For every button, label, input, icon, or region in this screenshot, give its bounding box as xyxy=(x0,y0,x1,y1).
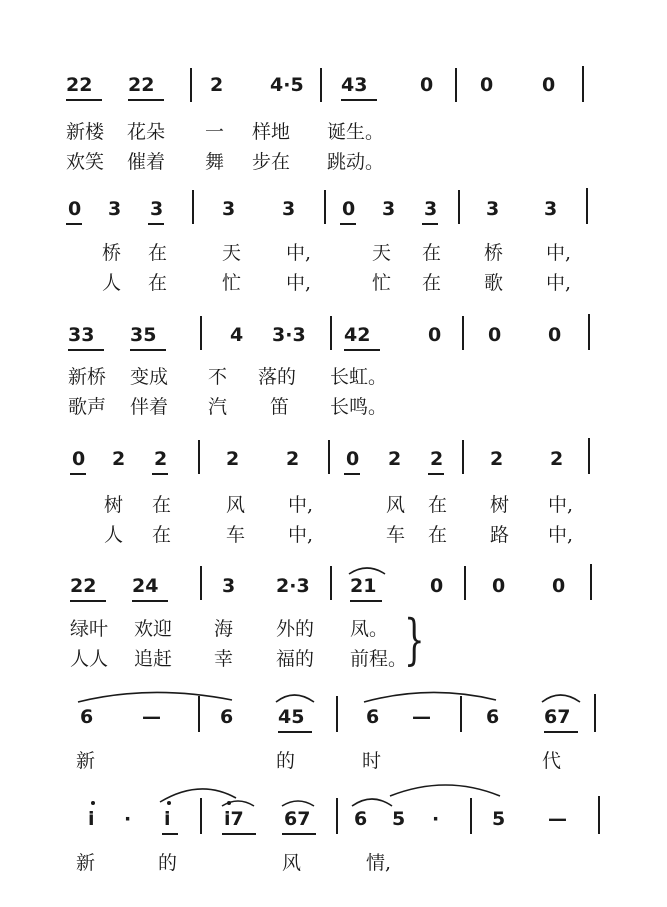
lyric: 在 xyxy=(428,524,448,546)
note: — xyxy=(412,706,431,728)
lyric: 催着 xyxy=(127,151,166,173)
lyric: 笛 xyxy=(270,396,290,418)
note: 2·3 xyxy=(276,575,310,597)
lyric: 中, xyxy=(286,242,312,264)
lyric: 中, xyxy=(546,272,572,294)
note: 22 xyxy=(70,575,97,597)
note: 22 xyxy=(128,74,155,96)
lyric: 树 xyxy=(104,494,124,516)
lyric: 欢笑 xyxy=(66,151,105,173)
lyric: 诞生。 xyxy=(327,121,385,143)
lyric: 在 xyxy=(152,524,172,546)
lyric: 追赶 xyxy=(134,648,173,670)
lyric: 步在 xyxy=(252,151,291,173)
note: 43 xyxy=(341,74,368,96)
slur xyxy=(352,799,392,806)
note: 6 xyxy=(220,706,234,728)
lyric: 风 xyxy=(282,852,302,874)
note: 5 xyxy=(392,808,406,830)
note: 0 xyxy=(342,198,356,220)
lyric: 的 xyxy=(158,852,178,874)
note: 6 xyxy=(354,808,368,830)
note: 0 xyxy=(552,575,566,597)
lyric: 新楼 xyxy=(66,121,105,143)
lyric: 海 xyxy=(214,618,234,640)
lyric: 时 xyxy=(362,750,382,772)
lyric: 前程。 xyxy=(350,648,408,670)
lyric: 在 xyxy=(422,242,442,264)
lyric: 忙 xyxy=(372,272,392,294)
lyric: 欢迎 xyxy=(134,618,173,640)
note: 0 xyxy=(488,324,502,346)
note: 3 xyxy=(486,198,500,220)
lyric: 花朵 xyxy=(127,121,166,143)
note: 2 xyxy=(226,448,240,470)
note: 6 xyxy=(366,706,380,728)
note: 0 xyxy=(548,324,562,346)
lyric: 长鸣。 xyxy=(330,396,388,418)
note: 22 xyxy=(66,74,93,96)
lyric: 中, xyxy=(286,272,312,294)
note: 3 xyxy=(282,198,296,220)
note: i xyxy=(164,808,171,830)
slur xyxy=(364,692,496,702)
lyric: 代 xyxy=(542,750,562,772)
note: 24 xyxy=(132,575,159,597)
lyric: 落的 xyxy=(258,366,297,388)
lyric: 跳动。 xyxy=(327,151,385,173)
slur xyxy=(390,785,500,796)
note: 4·5 xyxy=(270,74,304,96)
note: 67 xyxy=(544,706,571,728)
lyric: 新桥 xyxy=(68,366,107,388)
note: · xyxy=(124,808,132,830)
lyric: 情, xyxy=(366,852,392,874)
note: i7 xyxy=(224,808,244,830)
lyric: 中, xyxy=(288,524,314,546)
lyric: 在 xyxy=(152,494,172,516)
note: 2 xyxy=(430,448,444,470)
note: 6 xyxy=(486,706,500,728)
lyric: 车 xyxy=(226,524,246,546)
note: 3 xyxy=(544,198,558,220)
slur xyxy=(542,695,580,702)
note: 2 xyxy=(112,448,126,470)
note: 3 xyxy=(222,575,236,597)
note: 3 xyxy=(424,198,438,220)
lyric: 变成 xyxy=(130,366,169,388)
note: 3 xyxy=(108,198,122,220)
lyric: 在 xyxy=(422,272,442,294)
note: 0 xyxy=(492,575,506,597)
note: 33 xyxy=(68,324,95,346)
note: 2 xyxy=(210,74,224,96)
note: — xyxy=(142,706,161,728)
note: i xyxy=(88,808,95,830)
lyric: 风 xyxy=(226,494,246,516)
lyric: 中, xyxy=(288,494,314,516)
lyric: 中, xyxy=(548,524,574,546)
note: 4 xyxy=(230,324,244,346)
note: 3 xyxy=(150,198,164,220)
note: 21 xyxy=(350,575,377,597)
lyric: 舞 xyxy=(205,151,225,173)
note: 35 xyxy=(130,324,157,346)
note: 3·3 xyxy=(272,324,306,346)
lyric: 歌 xyxy=(484,272,504,294)
note: 2 xyxy=(490,448,504,470)
note: 45 xyxy=(278,706,305,728)
lyric: 中, xyxy=(546,242,572,264)
note: 0 xyxy=(420,74,434,96)
lyric: 新 xyxy=(76,852,96,874)
note: 67 xyxy=(284,808,311,830)
lyric: 中, xyxy=(548,494,574,516)
lyric: 一 xyxy=(205,121,225,143)
lyric: 新 xyxy=(76,750,96,772)
note: 0 xyxy=(68,198,82,220)
lyric: 人人 xyxy=(70,648,109,670)
lyric: 人 xyxy=(104,524,124,546)
lyric: 的 xyxy=(276,750,296,772)
note: 0 xyxy=(428,324,442,346)
note: 0 xyxy=(346,448,360,470)
note: 5 xyxy=(492,808,506,830)
lyric: 桥 xyxy=(484,242,504,264)
lyric: 天 xyxy=(372,242,392,264)
lyric: 伴着 xyxy=(130,396,169,418)
note: 6 xyxy=(80,706,94,728)
lyric: 绿叶 xyxy=(70,618,109,640)
lyric: 福的 xyxy=(276,648,315,670)
note: — xyxy=(548,808,567,830)
lyric: 在 xyxy=(148,272,168,294)
note: 2 xyxy=(388,448,402,470)
lyric: 树 xyxy=(490,494,510,516)
slur xyxy=(78,692,232,702)
lyric: 歌声 xyxy=(68,396,107,418)
note: 0 xyxy=(72,448,86,470)
note: 3 xyxy=(382,198,396,220)
lyric: 样地 xyxy=(252,121,291,143)
lyric: 长虹。 xyxy=(330,366,388,388)
note: 2 xyxy=(154,448,168,470)
note: 3 xyxy=(222,198,236,220)
note: · xyxy=(432,808,440,830)
lyric: 在 xyxy=(148,242,168,264)
slur xyxy=(349,568,385,574)
slur xyxy=(276,695,314,702)
lyric: 人 xyxy=(102,272,122,294)
lyric: 风 xyxy=(386,494,406,516)
note: 0 xyxy=(480,74,494,96)
lyric: 凤。 xyxy=(350,618,389,640)
lyric: 在 xyxy=(428,494,448,516)
lyric: 幸 xyxy=(214,648,234,670)
lyric: 路 xyxy=(490,524,510,546)
slur xyxy=(222,801,254,806)
lyric: 忙 xyxy=(222,272,242,294)
lyric-brace: } xyxy=(404,608,425,671)
lyric: 汽 xyxy=(208,396,228,418)
lyric: 车 xyxy=(386,524,406,546)
lyric: 桥 xyxy=(102,242,122,264)
note: 2 xyxy=(550,448,564,470)
lyric: 天 xyxy=(222,242,242,264)
slur xyxy=(160,789,236,802)
note: 0 xyxy=(430,575,444,597)
slur xyxy=(282,801,314,806)
note: 42 xyxy=(344,324,371,346)
lyric: 不 xyxy=(208,366,228,388)
note: 2 xyxy=(286,448,300,470)
lyric: 外的 xyxy=(276,618,315,640)
note: 0 xyxy=(542,74,556,96)
